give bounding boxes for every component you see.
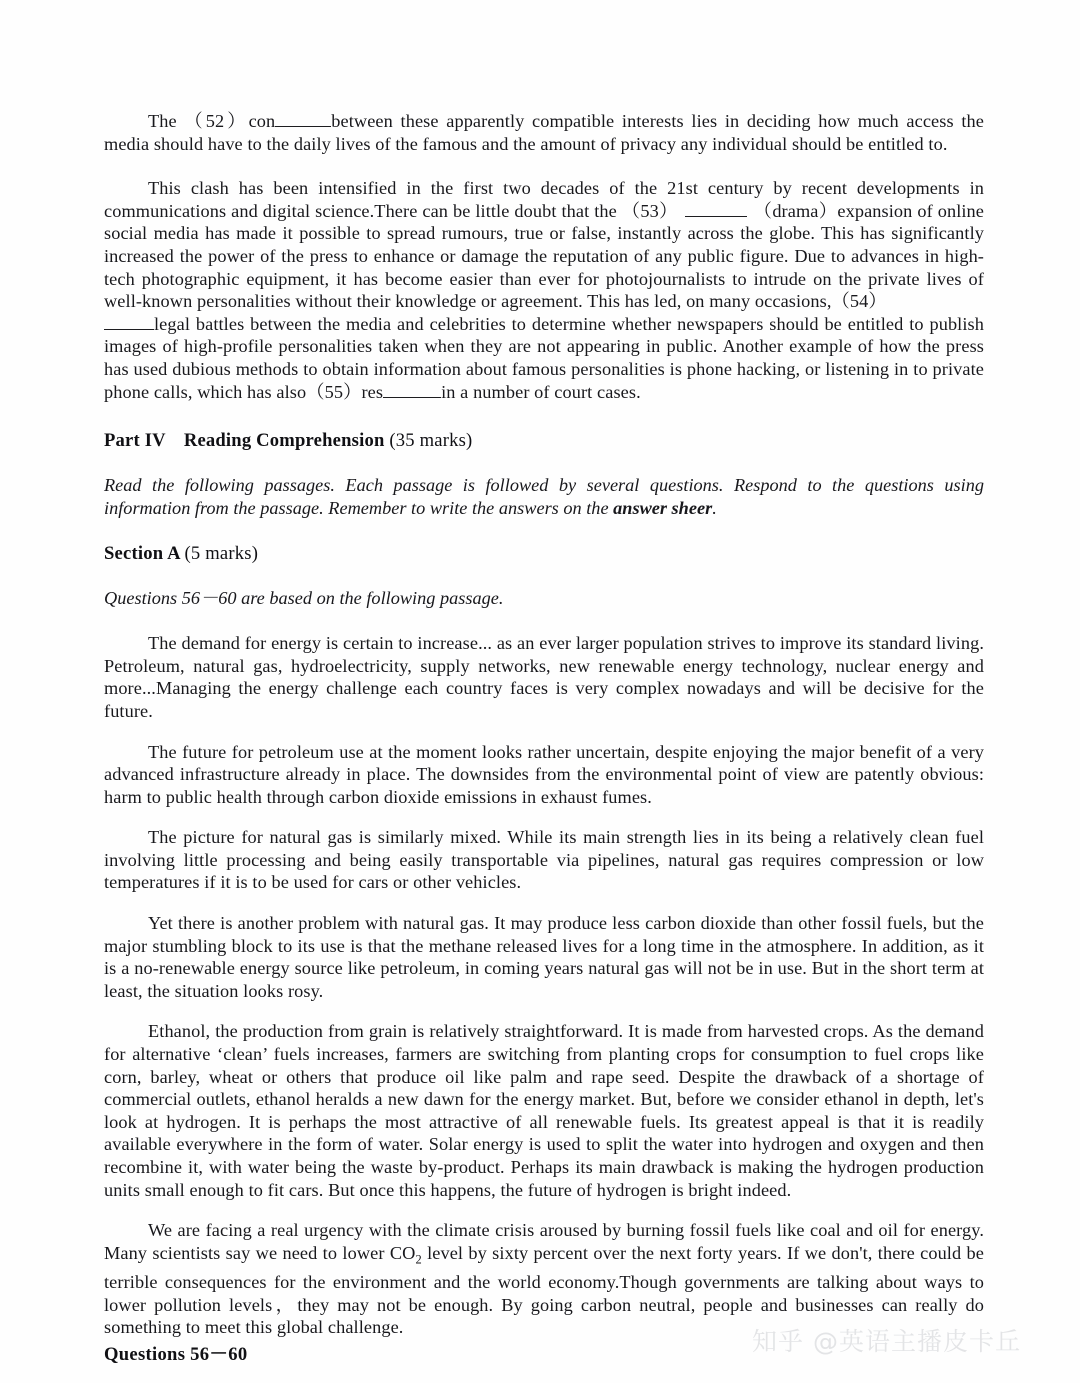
co2-subscript: 2 xyxy=(415,1252,422,1267)
paragraph-spacer xyxy=(104,1002,984,1020)
part-label: Part IV xyxy=(104,430,166,452)
section-spacer xyxy=(104,403,984,429)
final-text-after-co2: level by sixty percent over the next forty years. If we don't, there could be terrible consequences for the environment and the world economy.Though governments are talking about ways to lower pollution levels，they may not be enough. By going carbon neutral, people and businesses can really do something to meet this global challenge. xyxy=(104,1242,984,1338)
passage-paragraph-6 xyxy=(104,1219,984,1339)
passage-paragraph-1: The demand for energy is certain to increase... as an ever larger population strives to improve its standard living. Petroleum, natural gas, hydroelectricity, supply networks, new renewable energy technology, nuclear energy and more...Managing the energy challenge each country faces is very complex nowadays and will be decisive for the future. xyxy=(104,633,984,721)
paragraph-spacer xyxy=(104,723,984,741)
answer-sheet-emphasis: answer sheer xyxy=(613,498,713,519)
section-spacer-2 xyxy=(104,565,984,587)
answer-blank-52[interactable] xyxy=(275,126,331,127)
reading-instructions xyxy=(104,474,984,520)
passage-paragraph-4: Yet there is another problem with natural gas. It may produce less carbon dioxide than other fossil fuels, but the major stumbling block to its use is that the methane released lives for a long time in the atmosphere. In addition, as it is a no-renewable energy source like petroleum, in coming years natural gas will not be in use. But in the short term at least, the situation looks rosy. xyxy=(104,913,984,1001)
passage-spacer xyxy=(104,610,984,632)
passage-paragraph-5: Ethanol, the production from grain is relatively straightforward. It is made from harvested crops. As the demand for alternative ‘clean’ fuels increases, farmers are switching from planting crops for consumption to fuel crops like corn, barley, wheat or others that produce oil like palm and rape seed. Despite the drawback of a shortage of commercial outlets, ethanol heralds a new dawn for the energy market. But, before we consider ethanol in depth, let's look at hydrogen. It is perhaps the most attractive of all renewable fuels. Its greatest appeal is that it is readily available everywhere in the form of water. Solar energy is used to split the water into hydrogen and oxygen and then recombine it, with water being the waste by-product. Perhaps its main drawback is making the hydrogen production units small enough to fit cars. But once this happens, the future of hydrogen is bright indeed. xyxy=(104,1021,984,1200)
text-run: in a number of court cases. xyxy=(441,381,641,402)
heading-spacer-2 xyxy=(104,452,984,474)
paragraph-spacer xyxy=(104,894,984,912)
zhihu-watermark: 知乎 @英语主播皮卡丘 xyxy=(752,1327,1021,1356)
instruction-text-a: Read the following passages. Each passage is followed by several questions. Respond to the questions using information from the passage. Remember to write the answers on the xyxy=(104,475,984,519)
text-run: between these apparently compatible interests lies in deciding how much access the media should have to the daily lives of the famous and the amount of privacy any individual should be entitled to. xyxy=(104,111,984,154)
paragraph-spacer xyxy=(104,808,984,826)
footer-questions-heading: Questions 56－60 xyxy=(104,1344,248,1365)
part-iv-heading xyxy=(104,429,984,452)
text-run: legal battles between the media and celebrities to determine whether newspapers should be entitled to publish images of high-profile personalities taken when they are not appearing in public. Another example of how the press has used dubious methods to obtain information about famous personalities is phone hacking, or listening in to private phone calls, which has also（55）res xyxy=(104,313,984,402)
paragraph-spacer xyxy=(104,1201,984,1219)
passage-paragraph-2: The future for petroleum use at the moment looks rather uncertain, despite enjoying the major benefit of a very advanced infrastructure already in place. The downsides from the environmental point of view are patently obvious: harm to public health through carbon dioxide emissions in exhaust fumes. xyxy=(104,741,984,807)
answer-blank-53[interactable] xyxy=(685,216,747,217)
text-run: （drama）expansion of online social media has made it possible to spread rumours, true or false, instantly across the globe. This has significantly increased the power of the press to enhance or damage the reputation of any public figure. Due to advances in high-tech photographic equipment, it has become easier than ever for photojournalists to intrude on the private lives of well-known personalities without their knowledge or agreement. This has led, on many occasions,（54） xyxy=(104,200,985,312)
answer-blank-55[interactable] xyxy=(383,397,441,398)
section-label: Section A xyxy=(104,543,180,565)
paragraph-spacer xyxy=(104,155,984,177)
document-body xyxy=(104,110,984,1339)
section-marks: (5 marks) xyxy=(184,543,259,565)
instruction-spacer xyxy=(104,520,984,542)
part-marks: (35 marks) xyxy=(389,430,473,452)
paragraph-blanks-53-55 xyxy=(104,177,984,403)
text-run: This clash has been intensified in the first two decades of the 21st century by recent developments in communications and digital science.There can be little doubt that the （53） xyxy=(104,178,984,221)
questions-intro: Questions 56－60 are based on the following passage. xyxy=(104,588,504,609)
answer-blank-54[interactable] xyxy=(104,329,154,330)
section-a-heading xyxy=(104,542,984,565)
paragraph-blank-52 xyxy=(104,110,984,155)
passage-paragraph-3: The picture for natural gas is similarly mixed. While its main strength lies in its being a relatively clean fuel involving little processing and being easily transportable via pipelines, natural gas requires compression or low temperatures if it is to be used for cars or other vehicles. xyxy=(104,827,984,893)
final-text-before-co2: We are facing a real urgency with the climate crisis aroused by burning fossil fuels like coal and oil for energy. Many scientists say we need to lower CO xyxy=(104,1220,984,1263)
part-title: Reading Comprehension xyxy=(183,430,385,452)
text-run: The （52）con xyxy=(148,111,276,131)
instruction-text-b: . xyxy=(712,498,717,519)
